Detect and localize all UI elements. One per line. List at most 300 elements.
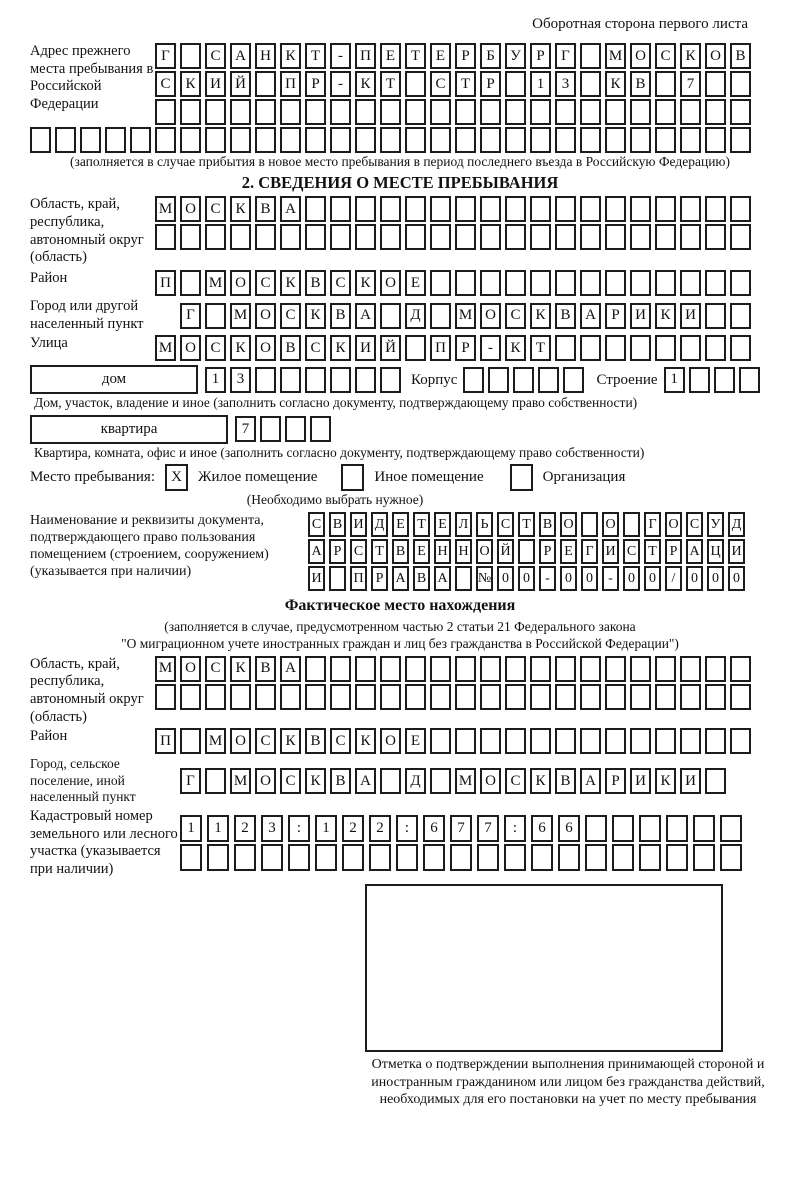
char-cell[interactable] bbox=[558, 844, 580, 871]
char-cell[interactable]: К bbox=[305, 768, 326, 794]
char-cell[interactable]: П bbox=[280, 71, 301, 97]
char-cell[interactable]: К bbox=[655, 303, 676, 329]
char-cell[interactable] bbox=[280, 684, 301, 710]
char-cell[interactable]: - bbox=[330, 71, 351, 97]
char-cell[interactable]: 1 bbox=[664, 367, 685, 393]
char-cell[interactable]: Е bbox=[405, 728, 426, 754]
char-cell[interactable] bbox=[605, 99, 626, 125]
char-cell[interactable] bbox=[330, 196, 351, 222]
char-cell[interactable]: 3 bbox=[230, 367, 251, 393]
char-cell[interactable]: С bbox=[497, 512, 514, 537]
char-cell[interactable] bbox=[369, 844, 391, 871]
char-cell[interactable]: 1 bbox=[207, 815, 229, 842]
char-cell[interactable]: Г bbox=[581, 539, 598, 564]
char-cell[interactable] bbox=[285, 416, 306, 442]
char-cell[interactable] bbox=[705, 127, 726, 153]
char-cell[interactable] bbox=[655, 127, 676, 153]
char-cell[interactable] bbox=[555, 224, 576, 250]
char-cell[interactable] bbox=[630, 196, 651, 222]
char-cell[interactable] bbox=[680, 656, 701, 682]
char-cell[interactable] bbox=[207, 844, 229, 871]
char-cell[interactable] bbox=[605, 127, 626, 153]
char-cell[interactable]: Т bbox=[644, 539, 661, 564]
char-cell[interactable]: О bbox=[180, 656, 201, 682]
char-cell[interactable]: Ц bbox=[707, 539, 724, 564]
char-cell[interactable]: О bbox=[380, 270, 401, 296]
char-cell[interactable] bbox=[463, 367, 484, 393]
char-cell[interactable] bbox=[234, 844, 256, 871]
char-cell[interactable]: К bbox=[505, 335, 526, 361]
char-cell[interactable] bbox=[655, 99, 676, 125]
char-cell[interactable] bbox=[612, 844, 634, 871]
char-cell[interactable]: А bbox=[355, 768, 376, 794]
char-cell[interactable] bbox=[655, 71, 676, 97]
char-cell[interactable]: С bbox=[655, 43, 676, 69]
char-cell[interactable]: С bbox=[205, 335, 226, 361]
char-cell[interactable] bbox=[355, 684, 376, 710]
char-cell[interactable] bbox=[305, 224, 326, 250]
char-cell[interactable]: Т bbox=[455, 71, 476, 97]
char-cell[interactable] bbox=[355, 99, 376, 125]
char-cell[interactable] bbox=[513, 367, 534, 393]
char-cell[interactable] bbox=[288, 844, 310, 871]
char-cell[interactable] bbox=[555, 684, 576, 710]
char-cell[interactable] bbox=[230, 99, 251, 125]
char-cell[interactable] bbox=[555, 270, 576, 296]
char-cell[interactable]: В bbox=[330, 303, 351, 329]
char-cell[interactable] bbox=[730, 303, 751, 329]
char-cell[interactable]: К bbox=[230, 656, 251, 682]
char-cell[interactable] bbox=[666, 844, 688, 871]
char-cell[interactable] bbox=[380, 99, 401, 125]
char-cell[interactable]: И bbox=[680, 768, 701, 794]
char-cell[interactable]: Й bbox=[380, 335, 401, 361]
char-cell[interactable]: В bbox=[255, 656, 276, 682]
char-cell[interactable]: 0 bbox=[686, 566, 703, 591]
char-cell[interactable] bbox=[305, 367, 326, 393]
char-cell[interactable]: 2 bbox=[342, 815, 364, 842]
char-cell[interactable]: О bbox=[255, 768, 276, 794]
char-cell[interactable] bbox=[730, 728, 751, 754]
char-cell[interactable]: 0 bbox=[623, 566, 640, 591]
char-cell[interactable] bbox=[655, 196, 676, 222]
char-cell[interactable] bbox=[480, 684, 501, 710]
char-cell[interactable] bbox=[705, 99, 726, 125]
char-cell[interactable]: С bbox=[155, 71, 176, 97]
char-cell[interactable]: Т bbox=[413, 512, 430, 537]
char-cell[interactable] bbox=[666, 815, 688, 842]
char-cell[interactable] bbox=[605, 656, 626, 682]
char-cell[interactable] bbox=[430, 656, 451, 682]
char-cell[interactable] bbox=[423, 844, 445, 871]
char-cell[interactable] bbox=[680, 196, 701, 222]
char-cell[interactable]: О bbox=[476, 539, 493, 564]
char-cell[interactable] bbox=[680, 728, 701, 754]
char-cell[interactable]: 1 bbox=[530, 71, 551, 97]
char-cell[interactable] bbox=[255, 99, 276, 125]
char-cell[interactable] bbox=[180, 270, 201, 296]
char-cell[interactable] bbox=[655, 684, 676, 710]
char-cell[interactable]: / bbox=[665, 566, 682, 591]
char-cell[interactable] bbox=[623, 512, 640, 537]
char-cell[interactable] bbox=[655, 224, 676, 250]
char-cell[interactable] bbox=[530, 684, 551, 710]
char-cell[interactable] bbox=[530, 196, 551, 222]
char-cell[interactable]: 7 bbox=[680, 71, 701, 97]
char-cell[interactable]: А bbox=[230, 43, 251, 69]
char-cell[interactable] bbox=[455, 127, 476, 153]
char-cell[interactable]: С bbox=[280, 303, 301, 329]
char-cell[interactable] bbox=[105, 127, 126, 153]
char-cell[interactable]: С bbox=[430, 71, 451, 97]
char-cell[interactable] bbox=[505, 270, 526, 296]
char-cell[interactable]: Б bbox=[480, 43, 501, 69]
char-cell[interactable] bbox=[205, 684, 226, 710]
char-cell[interactable] bbox=[630, 684, 651, 710]
char-cell[interactable] bbox=[180, 43, 201, 69]
char-cell[interactable]: Е bbox=[392, 512, 409, 537]
char-cell[interactable]: К bbox=[280, 270, 301, 296]
char-cell[interactable]: О bbox=[230, 728, 251, 754]
char-cell[interactable]: К bbox=[280, 43, 301, 69]
char-cell[interactable] bbox=[396, 844, 418, 871]
char-cell[interactable] bbox=[430, 127, 451, 153]
char-cell[interactable] bbox=[315, 844, 337, 871]
char-cell[interactable] bbox=[305, 196, 326, 222]
char-cell[interactable] bbox=[705, 303, 726, 329]
char-cell[interactable] bbox=[480, 99, 501, 125]
char-cell[interactable]: 0 bbox=[644, 566, 661, 591]
char-cell[interactable]: 0 bbox=[518, 566, 535, 591]
char-cell[interactable] bbox=[330, 127, 351, 153]
char-cell[interactable]: 7 bbox=[477, 815, 499, 842]
char-cell[interactable] bbox=[530, 728, 551, 754]
char-cell[interactable] bbox=[180, 684, 201, 710]
char-cell[interactable]: К bbox=[330, 335, 351, 361]
char-cell[interactable]: Т bbox=[530, 335, 551, 361]
char-cell[interactable] bbox=[255, 367, 276, 393]
char-cell[interactable] bbox=[705, 270, 726, 296]
stay-type-checkbox-organization[interactable] bbox=[510, 464, 533, 491]
char-cell[interactable] bbox=[305, 684, 326, 710]
char-cell[interactable] bbox=[730, 224, 751, 250]
char-cell[interactable]: М bbox=[155, 196, 176, 222]
char-cell[interactable]: 0 bbox=[728, 566, 745, 591]
char-cell[interactable]: В bbox=[413, 566, 430, 591]
char-cell[interactable] bbox=[55, 127, 76, 153]
char-cell[interactable] bbox=[480, 127, 501, 153]
char-cell[interactable]: К bbox=[605, 71, 626, 97]
char-cell[interactable] bbox=[612, 815, 634, 842]
char-cell[interactable]: В bbox=[329, 512, 346, 537]
char-cell[interactable]: 2 bbox=[369, 815, 391, 842]
char-cell[interactable] bbox=[730, 127, 751, 153]
char-cell[interactable]: А bbox=[434, 566, 451, 591]
char-cell[interactable] bbox=[580, 335, 601, 361]
char-cell[interactable]: О bbox=[560, 512, 577, 537]
char-cell[interactable] bbox=[405, 99, 426, 125]
char-cell[interactable]: 3 bbox=[555, 71, 576, 97]
char-cell[interactable] bbox=[488, 367, 509, 393]
char-cell[interactable]: 7 bbox=[235, 416, 256, 442]
char-cell[interactable] bbox=[505, 127, 526, 153]
stay-type-checkbox-other[interactable] bbox=[341, 464, 364, 491]
char-cell[interactable] bbox=[355, 127, 376, 153]
char-cell[interactable]: С bbox=[305, 335, 326, 361]
char-cell[interactable]: М bbox=[230, 768, 251, 794]
char-cell[interactable]: К bbox=[530, 768, 551, 794]
char-cell[interactable] bbox=[330, 99, 351, 125]
char-cell[interactable] bbox=[530, 224, 551, 250]
char-cell[interactable]: В bbox=[630, 71, 651, 97]
char-cell[interactable] bbox=[655, 270, 676, 296]
char-cell[interactable]: И bbox=[602, 539, 619, 564]
char-cell[interactable]: А bbox=[392, 566, 409, 591]
char-cell[interactable]: 6 bbox=[423, 815, 445, 842]
char-cell[interactable]: : bbox=[288, 815, 310, 842]
char-cell[interactable] bbox=[730, 335, 751, 361]
char-cell[interactable] bbox=[480, 224, 501, 250]
char-cell[interactable] bbox=[405, 224, 426, 250]
char-cell[interactable] bbox=[705, 71, 726, 97]
char-cell[interactable] bbox=[505, 656, 526, 682]
char-cell[interactable]: Р bbox=[329, 539, 346, 564]
char-cell[interactable] bbox=[255, 684, 276, 710]
char-cell[interactable] bbox=[580, 656, 601, 682]
char-cell[interactable] bbox=[255, 224, 276, 250]
char-cell[interactable]: О bbox=[480, 303, 501, 329]
char-cell[interactable] bbox=[355, 656, 376, 682]
char-cell[interactable]: В bbox=[280, 335, 301, 361]
char-cell[interactable]: Ь bbox=[476, 512, 493, 537]
char-cell[interactable]: Е bbox=[430, 43, 451, 69]
char-cell[interactable]: С bbox=[308, 512, 325, 537]
char-cell[interactable]: Д bbox=[405, 303, 426, 329]
char-cell[interactable]: О bbox=[180, 196, 201, 222]
char-cell[interactable] bbox=[430, 99, 451, 125]
char-cell[interactable]: П bbox=[155, 270, 176, 296]
char-cell[interactable]: Е bbox=[434, 512, 451, 537]
char-cell[interactable]: П bbox=[430, 335, 451, 361]
char-cell[interactable] bbox=[639, 844, 661, 871]
char-cell[interactable]: О bbox=[665, 512, 682, 537]
char-cell[interactable] bbox=[555, 196, 576, 222]
char-cell[interactable] bbox=[630, 335, 651, 361]
char-cell[interactable]: Т bbox=[380, 71, 401, 97]
char-cell[interactable] bbox=[430, 196, 451, 222]
char-cell[interactable] bbox=[538, 367, 559, 393]
char-cell[interactable] bbox=[580, 43, 601, 69]
char-cell[interactable]: С bbox=[280, 768, 301, 794]
char-cell[interactable] bbox=[405, 71, 426, 97]
char-cell[interactable]: К bbox=[530, 303, 551, 329]
char-cell[interactable] bbox=[580, 127, 601, 153]
char-cell[interactable]: В bbox=[392, 539, 409, 564]
char-cell[interactable] bbox=[630, 656, 651, 682]
char-cell[interactable] bbox=[330, 684, 351, 710]
char-cell[interactable] bbox=[530, 270, 551, 296]
char-cell[interactable] bbox=[405, 335, 426, 361]
char-cell[interactable] bbox=[714, 367, 735, 393]
char-cell[interactable]: В bbox=[255, 196, 276, 222]
char-cell[interactable] bbox=[555, 656, 576, 682]
char-cell[interactable] bbox=[180, 99, 201, 125]
char-cell[interactable] bbox=[680, 335, 701, 361]
char-cell[interactable]: Е bbox=[405, 270, 426, 296]
char-cell[interactable]: Р bbox=[480, 71, 501, 97]
char-cell[interactable]: № bbox=[476, 566, 493, 591]
char-cell[interactable] bbox=[655, 335, 676, 361]
char-cell[interactable] bbox=[505, 224, 526, 250]
char-cell[interactable]: В bbox=[555, 768, 576, 794]
char-cell[interactable] bbox=[205, 127, 226, 153]
char-cell[interactable]: И bbox=[630, 768, 651, 794]
char-cell[interactable]: У bbox=[505, 43, 526, 69]
char-cell[interactable] bbox=[705, 196, 726, 222]
char-cell[interactable]: 3 bbox=[261, 815, 283, 842]
char-cell[interactable]: Д bbox=[371, 512, 388, 537]
char-cell[interactable] bbox=[330, 224, 351, 250]
char-cell[interactable] bbox=[455, 684, 476, 710]
char-cell[interactable] bbox=[430, 224, 451, 250]
char-cell[interactable]: К bbox=[355, 71, 376, 97]
char-cell[interactable]: С bbox=[505, 303, 526, 329]
char-cell[interactable]: О bbox=[230, 270, 251, 296]
char-cell[interactable] bbox=[581, 512, 598, 537]
char-cell[interactable] bbox=[380, 367, 401, 393]
char-cell[interactable] bbox=[730, 684, 751, 710]
char-cell[interactable]: 7 bbox=[450, 815, 472, 842]
char-cell[interactable]: Р bbox=[539, 539, 556, 564]
char-cell[interactable] bbox=[455, 656, 476, 682]
char-cell[interactable]: - bbox=[602, 566, 619, 591]
char-cell[interactable] bbox=[693, 844, 715, 871]
char-cell[interactable]: В bbox=[555, 303, 576, 329]
char-cell[interactable]: Р bbox=[455, 43, 476, 69]
char-cell[interactable] bbox=[380, 768, 401, 794]
char-cell[interactable]: А bbox=[686, 539, 703, 564]
char-cell[interactable]: Р bbox=[305, 71, 326, 97]
char-cell[interactable] bbox=[605, 335, 626, 361]
char-cell[interactable] bbox=[455, 99, 476, 125]
char-cell[interactable]: И bbox=[728, 539, 745, 564]
char-cell[interactable] bbox=[330, 656, 351, 682]
char-cell[interactable]: 1 bbox=[315, 815, 337, 842]
char-cell[interactable]: Г bbox=[180, 768, 201, 794]
char-cell[interactable]: Т bbox=[405, 43, 426, 69]
char-cell[interactable] bbox=[405, 196, 426, 222]
char-cell[interactable] bbox=[305, 99, 326, 125]
char-cell[interactable]: С bbox=[505, 768, 526, 794]
char-cell[interactable]: Г bbox=[555, 43, 576, 69]
char-cell[interactable]: Д bbox=[405, 768, 426, 794]
char-cell[interactable]: 0 bbox=[497, 566, 514, 591]
char-cell[interactable] bbox=[305, 127, 326, 153]
char-cell[interactable]: Е bbox=[413, 539, 430, 564]
char-cell[interactable] bbox=[255, 127, 276, 153]
char-cell[interactable]: - bbox=[480, 335, 501, 361]
char-cell[interactable] bbox=[305, 656, 326, 682]
char-cell[interactable]: С bbox=[686, 512, 703, 537]
stay-type-checkbox-residential[interactable]: X bbox=[165, 464, 188, 491]
char-cell[interactable]: Т bbox=[371, 539, 388, 564]
char-cell[interactable] bbox=[230, 224, 251, 250]
char-cell[interactable] bbox=[261, 844, 283, 871]
char-cell[interactable] bbox=[563, 367, 584, 393]
char-cell[interactable] bbox=[480, 656, 501, 682]
char-cell[interactable] bbox=[255, 71, 276, 97]
char-cell[interactable]: О bbox=[255, 303, 276, 329]
char-cell[interactable]: Н bbox=[455, 539, 472, 564]
char-cell[interactable]: 1 bbox=[180, 815, 202, 842]
char-cell[interactable] bbox=[280, 224, 301, 250]
char-cell[interactable]: А bbox=[280, 196, 301, 222]
char-cell[interactable] bbox=[480, 196, 501, 222]
char-cell[interactable] bbox=[380, 127, 401, 153]
char-cell[interactable]: Г bbox=[180, 303, 201, 329]
char-cell[interactable]: 0 bbox=[707, 566, 724, 591]
char-cell[interactable] bbox=[505, 728, 526, 754]
char-cell[interactable] bbox=[280, 99, 301, 125]
char-cell[interactable] bbox=[605, 270, 626, 296]
char-cell[interactable] bbox=[477, 844, 499, 871]
char-cell[interactable] bbox=[705, 335, 726, 361]
char-cell[interactable]: А bbox=[280, 656, 301, 682]
char-cell[interactable] bbox=[430, 270, 451, 296]
char-cell[interactable] bbox=[680, 224, 701, 250]
char-cell[interactable]: С bbox=[255, 728, 276, 754]
char-cell[interactable]: К bbox=[355, 728, 376, 754]
char-cell[interactable] bbox=[580, 270, 601, 296]
char-cell[interactable] bbox=[739, 367, 760, 393]
char-cell[interactable]: К bbox=[655, 768, 676, 794]
char-cell[interactable]: Г bbox=[644, 512, 661, 537]
char-cell[interactable]: Р bbox=[665, 539, 682, 564]
char-cell[interactable] bbox=[639, 815, 661, 842]
char-cell[interactable] bbox=[480, 728, 501, 754]
char-cell[interactable] bbox=[680, 684, 701, 710]
char-cell[interactable] bbox=[355, 367, 376, 393]
char-cell[interactable] bbox=[455, 566, 472, 591]
char-cell[interactable] bbox=[380, 684, 401, 710]
char-cell[interactable]: И bbox=[350, 512, 367, 537]
char-cell[interactable]: 0 bbox=[581, 566, 598, 591]
char-cell[interactable] bbox=[605, 684, 626, 710]
char-cell[interactable]: К bbox=[305, 303, 326, 329]
char-cell[interactable]: У bbox=[707, 512, 724, 537]
char-cell[interactable]: Й bbox=[230, 71, 251, 97]
char-cell[interactable]: Р bbox=[530, 43, 551, 69]
char-cell[interactable]: И bbox=[630, 303, 651, 329]
char-cell[interactable] bbox=[355, 196, 376, 222]
char-cell[interactable] bbox=[155, 127, 176, 153]
char-cell[interactable]: О bbox=[480, 768, 501, 794]
char-cell[interactable]: М bbox=[455, 768, 476, 794]
char-cell[interactable] bbox=[580, 728, 601, 754]
char-cell[interactable] bbox=[531, 844, 553, 871]
char-cell[interactable] bbox=[280, 367, 301, 393]
char-cell[interactable] bbox=[130, 127, 151, 153]
char-cell[interactable] bbox=[705, 656, 726, 682]
char-cell[interactable]: : bbox=[504, 815, 526, 842]
char-cell[interactable] bbox=[720, 815, 742, 842]
char-cell[interactable]: К bbox=[355, 270, 376, 296]
char-cell[interactable] bbox=[380, 196, 401, 222]
char-cell[interactable]: А bbox=[580, 768, 601, 794]
char-cell[interactable] bbox=[504, 844, 526, 871]
char-cell[interactable] bbox=[310, 416, 331, 442]
char-cell[interactable] bbox=[630, 270, 651, 296]
